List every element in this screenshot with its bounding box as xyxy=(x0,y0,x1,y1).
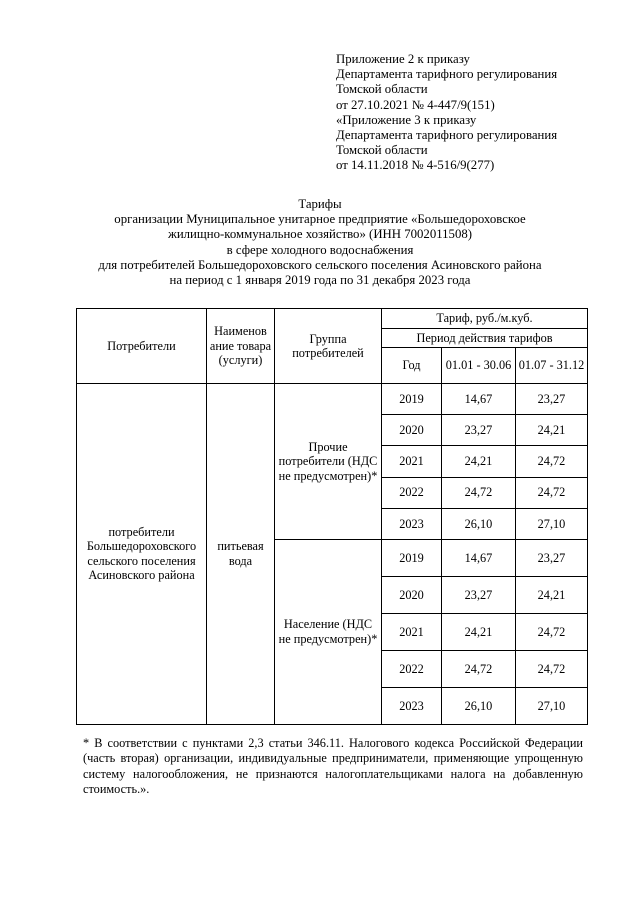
consumer-cell: потребители Большедороховского сельского поселения Асиновского района xyxy=(77,384,207,725)
year-cell: 2019 xyxy=(382,384,442,415)
document-title xyxy=(60,197,580,288)
tariff-h1-cell: 23,27 xyxy=(442,415,516,446)
title-line: в сфере холодного водоснабжения xyxy=(226,242,414,257)
footnote: * В соответствии с пунктами 2,3 статьи 346.11. Налогового кодекса Российской Федерации (часть вторая) организации, индивидуальные предприниматели, применяющие упрощенную систему налогообложения, не признаются налогоплательщиками налога на добавленную стоимость.». xyxy=(83,736,583,796)
tariff-h2-cell: 24,72 xyxy=(516,613,588,650)
header-second-half: 01.07 - 31.12 xyxy=(516,348,588,384)
group-cell: Население (НДС не предусмотрен)* xyxy=(275,539,382,724)
year-cell: 2020 xyxy=(382,576,442,613)
title-line: организации Муниципальное унитарное предприятие «Большедороховское xyxy=(114,212,526,227)
order-annex-header xyxy=(336,52,616,174)
tariff-h2-cell: 24,72 xyxy=(516,477,588,508)
header-line: от 14.11.2018 № 4-516/9(277) xyxy=(336,158,495,173)
group-cell: Прочие потребители (НДС не предусмотрен)* xyxy=(275,384,382,540)
tariff-h1-cell: 26,10 xyxy=(442,508,516,539)
year-cell: 2020 xyxy=(382,415,442,446)
product-cell: питьевая вода xyxy=(207,384,275,725)
tariff-h2-cell: 24,72 xyxy=(516,446,588,477)
header-year: Год xyxy=(382,348,442,384)
year-cell: 2019 xyxy=(382,539,442,576)
title-line: на период с 1 января 2019 года по 31 декабря 2023 года xyxy=(169,273,471,288)
tariff-h1-cell: 24,72 xyxy=(442,477,516,508)
year-cell: 2021 xyxy=(382,613,442,650)
header-line: Томской области xyxy=(336,143,428,158)
header-line: Приложение 2 к приказу xyxy=(336,52,470,66)
title-heading: Тарифы xyxy=(298,197,342,211)
header-line: Департамента тарифного регулирования xyxy=(336,67,558,82)
header-product: Наименов ание товара (услуги) xyxy=(207,309,275,384)
tariff-h1-cell: 14,67 xyxy=(442,384,516,415)
tariff-h2-cell: 24,21 xyxy=(516,415,588,446)
year-cell: 2022 xyxy=(382,477,442,508)
title-line: жилищно-коммунальное хозяйство» (ИНН 7002011508) xyxy=(167,227,473,242)
tariff-h1-cell: 26,10 xyxy=(442,687,516,724)
tariff-h2-cell: 23,27 xyxy=(516,539,588,576)
year-cell: 2023 xyxy=(382,687,442,724)
tariff-table xyxy=(76,308,588,725)
tariff-h2-cell: 23,27 xyxy=(516,384,588,415)
tariff-h1-cell: 14,67 xyxy=(442,539,516,576)
tariff-h2-cell: 27,10 xyxy=(516,508,588,539)
year-cell: 2023 xyxy=(382,508,442,539)
tariff-h1-cell: 23,27 xyxy=(442,576,516,613)
header-line: Департамента тарифного регулирования xyxy=(336,128,558,143)
title-line: для потребителей Большедороховского сельского поселения Асиновского района xyxy=(98,257,542,272)
header-consumers: Потребители xyxy=(77,309,207,384)
tariff-h2-cell: 24,72 xyxy=(516,650,588,687)
table-row xyxy=(77,384,588,415)
tariff-h1-cell: 24,72 xyxy=(442,650,516,687)
header-line: «Приложение 3 к приказу xyxy=(336,112,477,127)
year-cell: 2021 xyxy=(382,446,442,477)
header-line: Томской области xyxy=(336,82,428,97)
header-line: от 27.10.2021 № 4-447/9(151) xyxy=(336,97,495,112)
tariff-h2-cell: 24,21 xyxy=(516,576,588,613)
tariff-h2-cell: 27,10 xyxy=(516,687,588,724)
header-first-half: 01.01 - 30.06 xyxy=(442,348,516,384)
year-cell: 2022 xyxy=(382,650,442,687)
tariff-h1-cell: 24,21 xyxy=(442,613,516,650)
tariff-h1-cell: 24,21 xyxy=(442,446,516,477)
header-group: Группа потребителей xyxy=(275,309,382,384)
header-period: Период действия тарифов xyxy=(382,329,588,348)
header-tariff: Тариф, руб./м.куб. xyxy=(382,309,588,329)
